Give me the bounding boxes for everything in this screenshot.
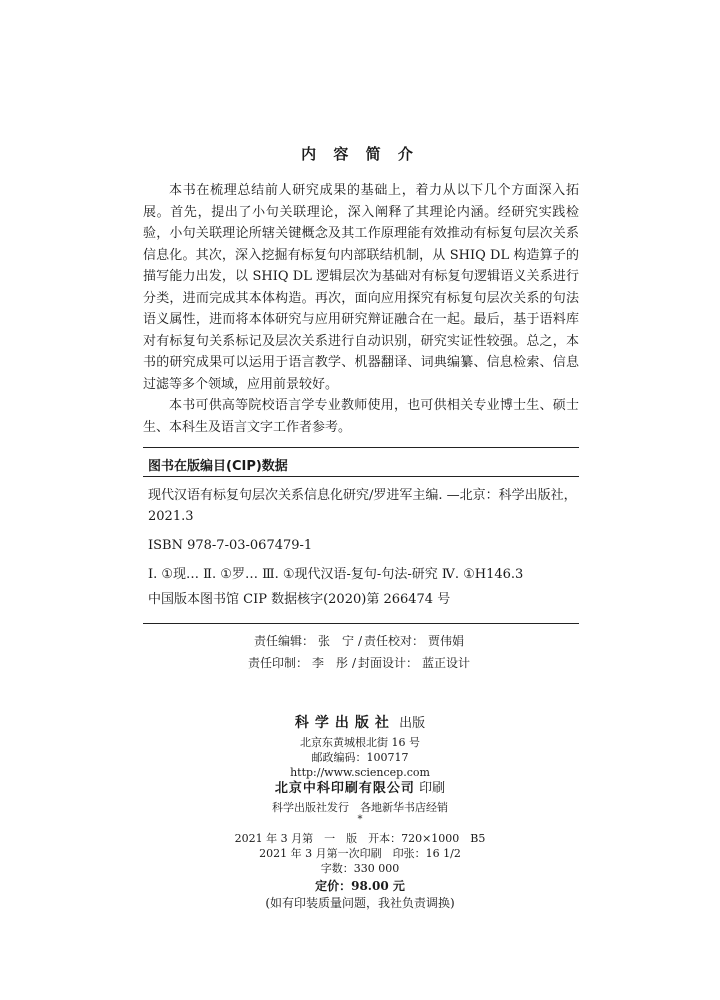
cip-top-divider xyxy=(143,447,579,448)
quality-note: (如有印装质量问题，我社负责调换) xyxy=(265,896,455,910)
publisher-website: http://www.sciencep.com xyxy=(290,766,430,779)
printing-name: 李 彤 xyxy=(311,656,348,670)
publisher-suffix: 出版 xyxy=(399,716,426,731)
editor-label: 责任编辑： xyxy=(253,634,314,648)
cip-heading-divider xyxy=(143,476,579,477)
summary-paragraph: 本书可供高等院校语言学专业教师使用，也可供相关专业博士生、硕士生、本科生及语言文字工作者参考。 xyxy=(143,398,579,435)
summary-paragraph: 本书在梳理总结前人研究成果的基础上，着力从以下几个方面深入拓展。首先，提出了小句关联理论，深入阐释了其理论内涵。经研究实践检验，小句关联理论所辖关键概念及其工作原理能有效推动有标复句层次关系信息化。其次，深入挖掘有标复句内部联结机制，从 SHIQ DL 构造算子的描写能力出发，以 SHIQ DL 逻辑层次为基础对有标复句逻辑语义关系进行分类，进而完成其本体构造。再次，面向应用探究有标复句层次关系的句法语义属性，进而将本体研究与应用研究辩证融合在一起。最后，基于语料库对有标复句关系标记及层次关系进行自动识别，研究实证性较强。总之，本书的研究成果可以运用于语言教学、机器翻译、词典编纂、信息检索、信息过滤等多个领域，应用前景较好。 xyxy=(143,183,579,392)
distribution-line: 科学出版社发行 各地新华书店经销 xyxy=(272,801,448,814)
word-count: 字数：330 000 xyxy=(320,862,400,875)
publisher-postcode: 邮政编码：100717 xyxy=(311,751,409,764)
editor-name: 张 宁 xyxy=(317,634,354,648)
staff-row-1: 责任编辑： 张 宁 / 责任校对： 贾伟娟 xyxy=(253,634,465,648)
proofreader-name: 贾伟娟 xyxy=(428,634,465,648)
cip-core-number: 中国版本图书馆 CIP 数据核字(2020)第 266474 号 xyxy=(148,592,451,607)
separator-star: * xyxy=(357,814,363,825)
cip-heading: 图书在版编目(CIP)数据 xyxy=(148,459,288,474)
publisher-address: 北京东黄城根北街 16 号 xyxy=(300,736,420,749)
cip-isbn: ISBN 978-7-03-067479-1 xyxy=(148,538,313,553)
cover-designer: 蓝正设计 xyxy=(422,656,471,670)
printing-line: 2021 年 3 月第一次印刷 印张：16 1/2 xyxy=(259,847,461,860)
publisher-row xyxy=(0,716,720,731)
staff-row-2: 责任印制： 李 彤 / 封面设计： 蓝正设计 xyxy=(247,656,471,670)
printer-name: 北京中科印刷有限公司 xyxy=(274,781,415,796)
edition-line: 2021 年 3 月第 一 版 开本：720×1000 B5 xyxy=(234,832,486,845)
price: 定价：98.00 元 xyxy=(315,879,405,893)
printer-suffix: 印刷 xyxy=(419,781,446,796)
printing-label: 责任印制： xyxy=(247,656,308,670)
page-title: 内 容 简 介 xyxy=(301,145,419,163)
cip-classification: Ⅰ. ①现… Ⅱ. ①罗… Ⅲ. ①现代汉语-复句-句法-研究 Ⅳ. ①H146.3 xyxy=(148,567,524,582)
cip-entry: 现代汉语有标复句层次关系信息化研究/罗进军主编. —北京：科学出版社，2021.3 xyxy=(148,488,577,524)
printer-row xyxy=(0,782,720,796)
summary-text xyxy=(143,180,579,438)
cip-record xyxy=(148,485,578,618)
imprint-block xyxy=(0,716,720,911)
cover-label: 封面设计： xyxy=(358,656,419,670)
cip-bottom-divider xyxy=(143,623,579,624)
proofreader-label: 责任校对： xyxy=(364,634,425,648)
publisher-name: 科学出版社 xyxy=(294,715,395,731)
